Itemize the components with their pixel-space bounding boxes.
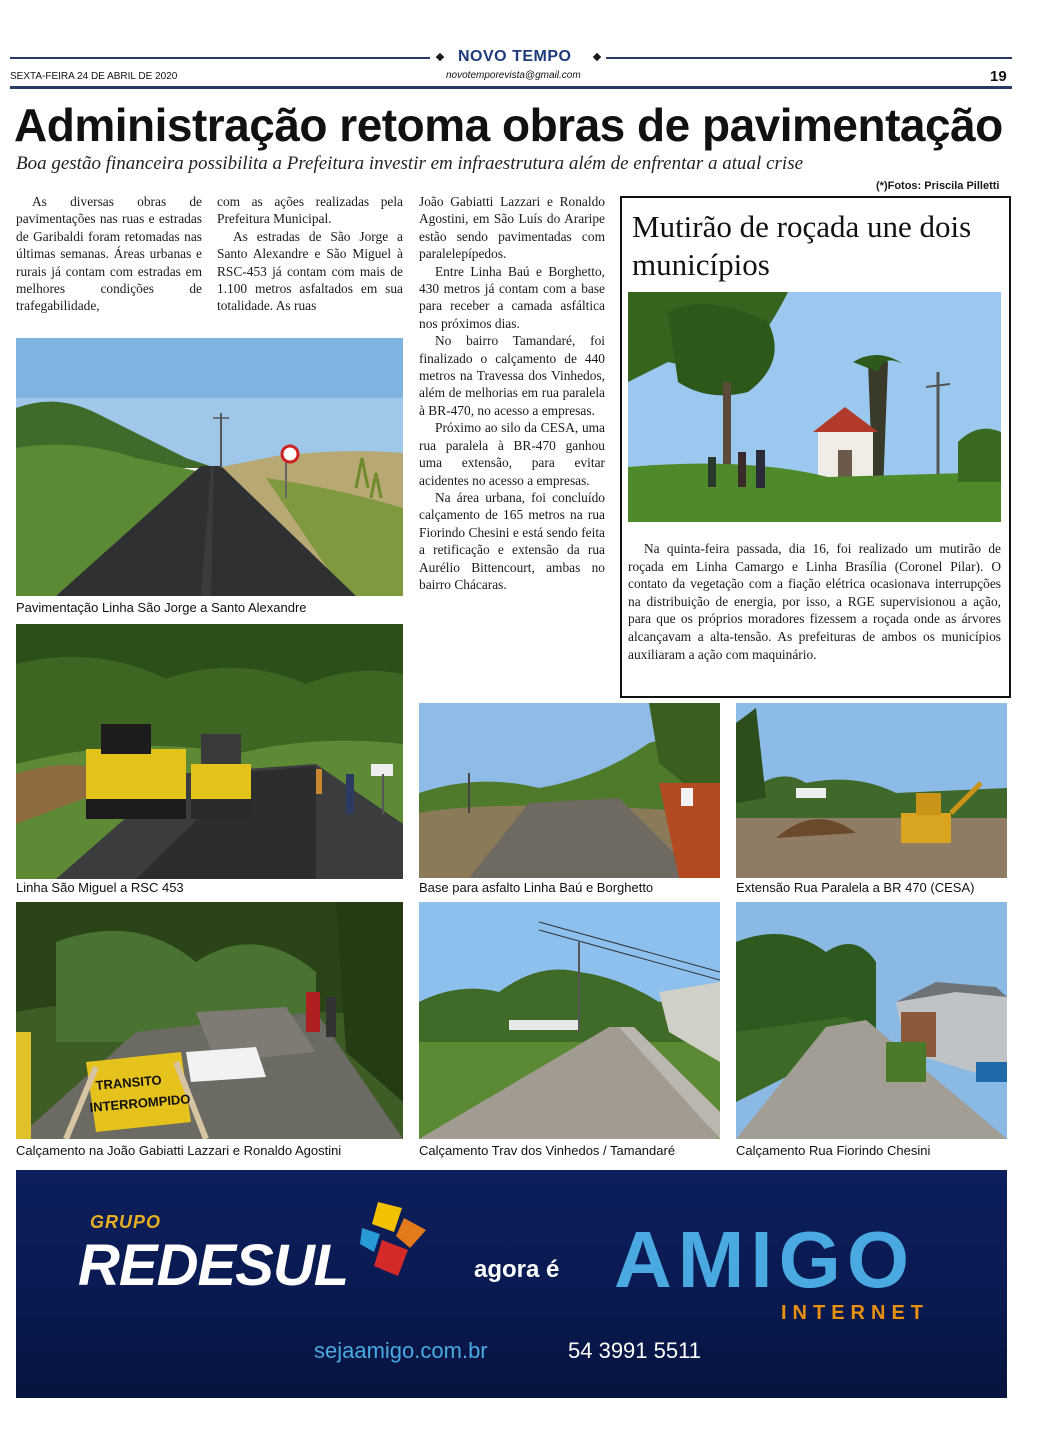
article-subheadline: Boa gestão financeira possibilita a Prefeitura investir em infraestrutura além de enfrentar a atual crise — [16, 153, 804, 174]
contact-email: novotemporevista@gmail.com — [446, 70, 581, 81]
edition-date: SEXTA-FEIRA 24 DE ABRIL DE 2020 — [10, 71, 178, 82]
photo-caption: Extensão Rua Paralela a BR 470 (CESA) — [736, 880, 975, 895]
photo-caption: Calçamento Rua Fiorindo Chesini — [736, 1143, 931, 1158]
sidebar-title: Mutirão de roçada une dois municípios — [632, 209, 972, 282]
photo-caption: Base para asfalto Linha Baú e Borghetto — [419, 880, 654, 895]
sidebar-box — [620, 196, 1011, 698]
article-column-1 — [16, 193, 202, 315]
photo-asphalt-road — [16, 338, 403, 596]
photo-chesini-street — [736, 902, 1007, 1139]
ad-redesul-star-icon — [360, 1200, 430, 1278]
photo-cobblestone-street — [419, 902, 720, 1139]
photo-credit: (*)Fotos: Priscila Pilletti — [876, 180, 1000, 192]
svg-text:TRANSITO: TRANSITO — [94, 1072, 163, 1093]
photo-cobblestone-street-image — [419, 902, 720, 1139]
sidebar-photo-image — [628, 292, 1001, 522]
photo-caption: Calçamento Trav dos Vinhedos / Tamandaré — [419, 1143, 676, 1158]
ad-agora-text: agora é — [474, 1256, 560, 1283]
article-paragraph: com as ações realizadas pela Prefeitura Municipal. — [217, 194, 403, 227]
photo-caption: Pavimentação Linha São Jorge a Santo Alexandre — [16, 600, 307, 615]
article-paragraph: As diversas obras de pavimentações nas ruas e estradas de Garibaldi foram retomadas nas últimas semanas. Áreas urbanas e rurais já contam com estradas em melhores condições de trafegabilidade, — [16, 194, 202, 314]
photo-gravel-base — [419, 703, 720, 878]
header-diamond-right — [593, 53, 601, 61]
photo-excavator-image — [736, 703, 1007, 878]
article-column-3 — [419, 193, 605, 593]
photo-chesini-street-image — [736, 902, 1007, 1139]
sidebar-photo — [628, 292, 1001, 522]
ad-grupo-label: GRUPO — [90, 1212, 162, 1232]
article-headline: Administração retoma obras de pavimentação — [14, 99, 1003, 151]
photo-cobblestone-work — [16, 902, 403, 1139]
sidebar-body — [628, 540, 1001, 663]
photo-road-rollers-image — [16, 624, 403, 879]
header-rule-right — [606, 57, 1012, 59]
photo-caption: Linha São Miguel a RSC 453 — [16, 880, 184, 895]
photo-caption: Calçamento na João Gabiatti Lazzari e Ronaldo Agostini — [16, 1143, 342, 1158]
ad-phone[interactable]: 54 3991 5511 — [568, 1338, 701, 1363]
header-rule-left — [10, 57, 430, 59]
article-paragraph: As estradas de São Jorge a Santo Alexandre e São Miguel à RSC-453 já contam com mais de 1.100 metros asfaltados em sua totalidade. As ruas — [217, 228, 403, 314]
article-column-2 — [217, 193, 403, 315]
advertisement-banner[interactable] — [16, 1170, 1007, 1398]
newspaper-brand: NOVO TEMPO — [458, 48, 572, 65]
svg-text:INTERROMPIDO: INTERROMPIDO — [88, 1091, 192, 1115]
ad-internet-label: INTERNET — [781, 1302, 929, 1324]
sidebar-paragraph: Na quinta-feira passada, dia 16, foi realizado um mutirão de roçada em Linha Camargo e Linha Brasília (Coronel Pilar). O contato da vegetação com a fiação elétrica ocasionava interrupções na distribuição de energia, por isso, a RGE supervisionou a ação, para que os próprios moradores fizessem a roçada onde as árvores alcançavam a alta-tensão. As prefeituras de ambos os municípios auxiliaram a ação com maquinário. — [628, 541, 1001, 662]
article-paragraph: Entre Linha Baú e Borghetto, 430 metros já contam com a base para receber a camada asfáltica nos próximos dias. — [419, 263, 605, 331]
photo-road-rollers — [16, 624, 403, 879]
page-number: 19 — [990, 68, 1007, 85]
article-paragraph: João Gabiatti Lazzari e Ronaldo Agostini, em São Luís do Araripe estão sendo pavimentadas com paralelepípedos. — [419, 194, 605, 262]
article-paragraph: Na área urbana, foi concluído calçamento de 165 metros na rua Fiorindo Chesini e está sendo feita a retificação e extensão da rua Aurélio Bittencourt, ambas no bairro Chácaras. — [419, 489, 605, 592]
header-bottom-rule — [10, 86, 1012, 89]
photo-cobblestone-work-image — [16, 902, 403, 1139]
photo-asphalt-road-image — [16, 338, 403, 596]
photo-excavator — [736, 703, 1007, 878]
header-diamond-left — [436, 53, 444, 61]
photo-gravel-base-image — [419, 703, 720, 878]
ad-amigo-logo: AMIGO — [614, 1215, 916, 1304]
article-paragraph: No bairro Tamandaré, foi finalizado o calçamento de 440 metros na Travessa dos Vinhedos, além de melhorias em rua paralela à BR-470, no acesso a empresas. — [419, 333, 605, 418]
ad-redesul-logo: REDESUL — [78, 1233, 349, 1298]
article-paragraph: Próximo ao silo da CESA, uma rua paralela à BR-470 ganhou uma extensão, para evitar acidentes no acesso a empresas. — [419, 420, 605, 488]
ad-website[interactable]: sejaamigo.com.br — [314, 1338, 488, 1363]
